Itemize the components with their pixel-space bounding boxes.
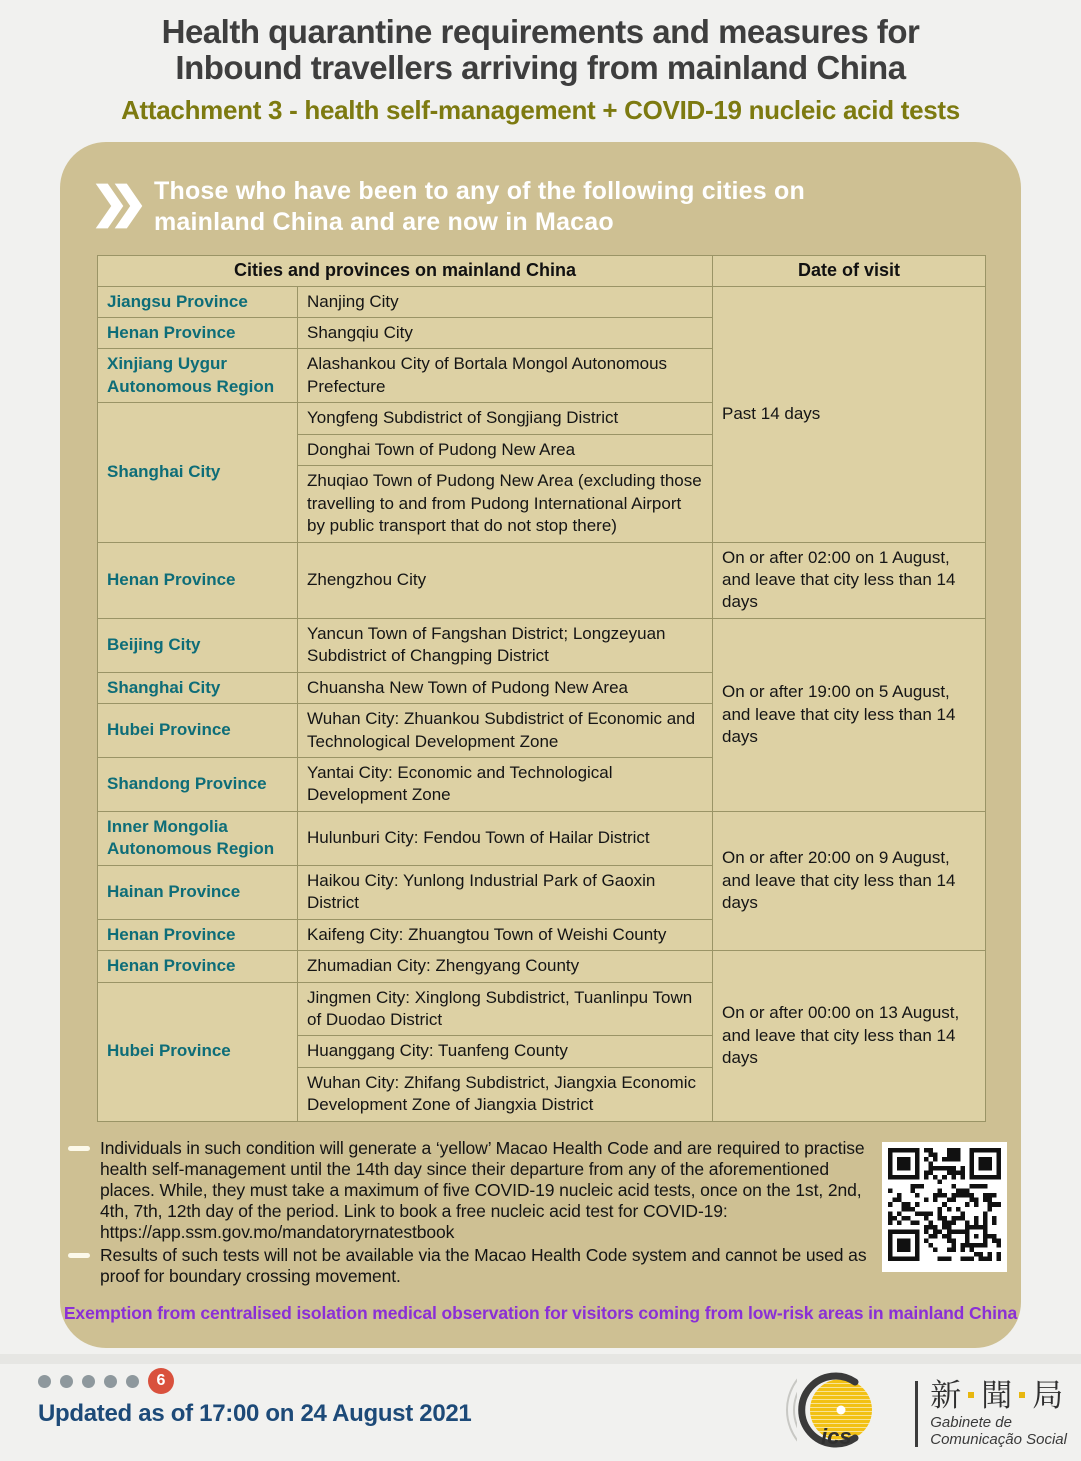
double-chevron-right-icon xyxy=(94,178,144,239)
page-number-badge: 6 xyxy=(148,1368,174,1394)
section-heading-line2: mainland China and are now in Macao xyxy=(154,207,614,236)
city-cell: Yongfeng Subdistrict of Songjiang District xyxy=(298,403,713,434)
table-row xyxy=(98,951,986,982)
province-cell: Henan Province xyxy=(98,951,298,982)
date-cell: On or after 00:00 on 13 August, and leave that city less than 14 days xyxy=(713,951,986,1122)
city-cell: Chuansha New Town of Pudong New Area xyxy=(298,672,713,703)
date-cell: On or after 20:00 on 9 August, and leave that city less than 14 days xyxy=(713,811,986,950)
city-cell: Alashankou City of Bortala Mongol Autonomous Prefecture xyxy=(298,349,713,403)
city-cell: Yantai City: Economic and Technological Development Zone xyxy=(298,758,713,812)
svg-text:ics: ics xyxy=(821,1423,852,1449)
city-cell: Nanjing City xyxy=(298,286,713,317)
city-cell: Yancun Town of Fangshan District; Longzeyuan Subdistrict of Changping District xyxy=(298,618,713,672)
list-item xyxy=(68,1245,880,1287)
updated-timestamp: Updated as of 17:00 on 24 August 2021 xyxy=(38,1399,472,1427)
table-header-row xyxy=(98,255,986,286)
city-cell: Zhengzhou City xyxy=(298,542,713,618)
zh-char: 局 xyxy=(1032,1377,1064,1413)
gcs-logo-mark-icon xyxy=(759,1368,911,1461)
footer-left xyxy=(38,1368,471,1428)
gcs-logo-text xyxy=(930,1377,1067,1449)
logo-divider xyxy=(915,1381,918,1447)
province-cell: Henan Province xyxy=(98,919,298,950)
exemption-note: Exemption from centralised isolation medical observation for visitors coming from low-risk areas in mainland China xyxy=(63,1302,1018,1323)
section-heading xyxy=(94,176,985,239)
city-cell: Donghai Town of Pudong New Area xyxy=(298,434,713,465)
city-cell: Hulunburi City: Fendou Town of Hailar District xyxy=(298,811,713,865)
page-title-line2: Inbound travellers arriving from mainland China xyxy=(175,49,906,87)
page-title xyxy=(0,14,1081,87)
pagination-dot xyxy=(104,1375,117,1388)
province-cell: Henan Province xyxy=(98,318,298,349)
qr-code xyxy=(882,1142,1007,1272)
city-cell: Wuhan City: Zhuankou Subdistrict of Economic and Technological Development Zone xyxy=(298,704,713,758)
content-panel xyxy=(60,142,1021,1348)
city-cell: Wuhan City: Zhifang Subdistrict, Jiangxia Economic Development Zone of Jiangxia District xyxy=(298,1067,713,1121)
zh-char: 聞 xyxy=(981,1377,1013,1413)
zh-char: 新 xyxy=(930,1377,962,1413)
city-cell: Huanggang City: Tuanfeng County xyxy=(298,1036,713,1067)
province-cell: Beijing City xyxy=(98,618,298,672)
list-item xyxy=(68,1138,880,1243)
date-cell: On or after 19:00 on 5 August, and leave that city less than 14 days xyxy=(713,618,986,811)
province-cell: Jiangsu Province xyxy=(98,286,298,317)
note-text: Individuals in such condition will generate a ‘yellow’ Macao Health Code and are required to practise health self-management until the 14th day since their departure from any of the aforementioned places. While, they must take a maximum of five COVID-19 nucleic acid tests, once on the 1st, 2nd, 4th, 7th, 12th day of the period. Link to book a free nucleic acid test for COVID-19: https://app.ssm.gov.mo/mandatoryrnatestbook xyxy=(100,1137,865,1242)
province-cell: Shandong Province xyxy=(98,758,298,812)
province-cell: Henan Province xyxy=(98,542,298,618)
pt-line1: Gabinete de xyxy=(930,1413,1012,1431)
dot-separator-icon xyxy=(968,1392,974,1398)
footer xyxy=(38,1368,1067,1461)
note-text: Results of such tests will not be available via the Macao Health Code system and cannot be used as proof for boundary crossing movement. xyxy=(100,1244,867,1286)
province-cell: Hainan Province xyxy=(98,865,298,919)
page-subtitle: Attachment 3 - health self-management + COVID-19 nucleic acid tests xyxy=(121,94,960,125)
province-cell: Shanghai City xyxy=(98,672,298,703)
pt-line2: Comunicação Social xyxy=(930,1431,1067,1449)
gcs-logo-portuguese xyxy=(930,1414,1067,1449)
cities-table-wrap xyxy=(97,255,984,1122)
city-cell: Haikou City: Yunlong Industrial Park of Gaoxin District xyxy=(298,865,713,919)
col-header-date: Date of visit xyxy=(713,255,986,286)
gcs-logo-chinese xyxy=(930,1377,1067,1413)
city-cell: Zhumadian City: Zhengyang County xyxy=(298,951,713,982)
province-cell: Inner Mongolia Autonomous Region xyxy=(98,811,298,865)
dash-bullet-icon xyxy=(68,1253,90,1258)
bottom-strip xyxy=(0,1354,1081,1364)
section-heading-line1: Those who have been to any of the following cities on xyxy=(154,176,805,205)
gcs-logo xyxy=(759,1368,1067,1461)
dot-indicators xyxy=(38,1368,471,1395)
notes-section xyxy=(68,1138,1013,1287)
table-row xyxy=(98,286,986,317)
province-cell: Shanghai City xyxy=(98,403,298,542)
city-cell: Kaifeng City: Zhuangtou Town of Weishi County xyxy=(298,919,713,950)
poster xyxy=(0,14,1081,1461)
date-cell: On or after 02:00 on 1 August, and leave that city less than 14 days xyxy=(713,542,986,618)
pagination-dot xyxy=(126,1375,139,1388)
city-cell: Shangqiu City xyxy=(298,318,713,349)
pagination-dot xyxy=(38,1375,51,1388)
cities-table xyxy=(97,255,986,1122)
dot-separator-icon xyxy=(1019,1392,1025,1398)
pagination-dot xyxy=(82,1375,95,1388)
pagination-dot xyxy=(60,1375,73,1388)
col-header-cities: Cities and provinces on mainland China xyxy=(98,255,713,286)
table-row xyxy=(98,811,986,865)
table-row xyxy=(98,618,986,672)
page-title-line1: Health quarantine requirements and measures for xyxy=(161,13,920,50)
province-cell: Hubei Province xyxy=(98,704,298,758)
city-cell: Jingmen City: Xinglong Subdistrict, Tuanlinpu Town of Duodao District xyxy=(298,982,713,1036)
province-cell: Hubei Province xyxy=(98,982,298,1121)
table-row xyxy=(98,542,986,618)
date-cell: Past 14 days xyxy=(713,286,986,542)
notes-list xyxy=(68,1138,880,1287)
city-cell: Zhuqiao Town of Pudong New Area (excluding those travelling to and from Pudong International Airport by public transport that do not stop there) xyxy=(298,466,713,542)
section-heading-text xyxy=(154,176,805,238)
dash-bullet-icon xyxy=(68,1146,90,1151)
province-cell: Xinjiang Uygur Autonomous Region xyxy=(98,349,298,403)
